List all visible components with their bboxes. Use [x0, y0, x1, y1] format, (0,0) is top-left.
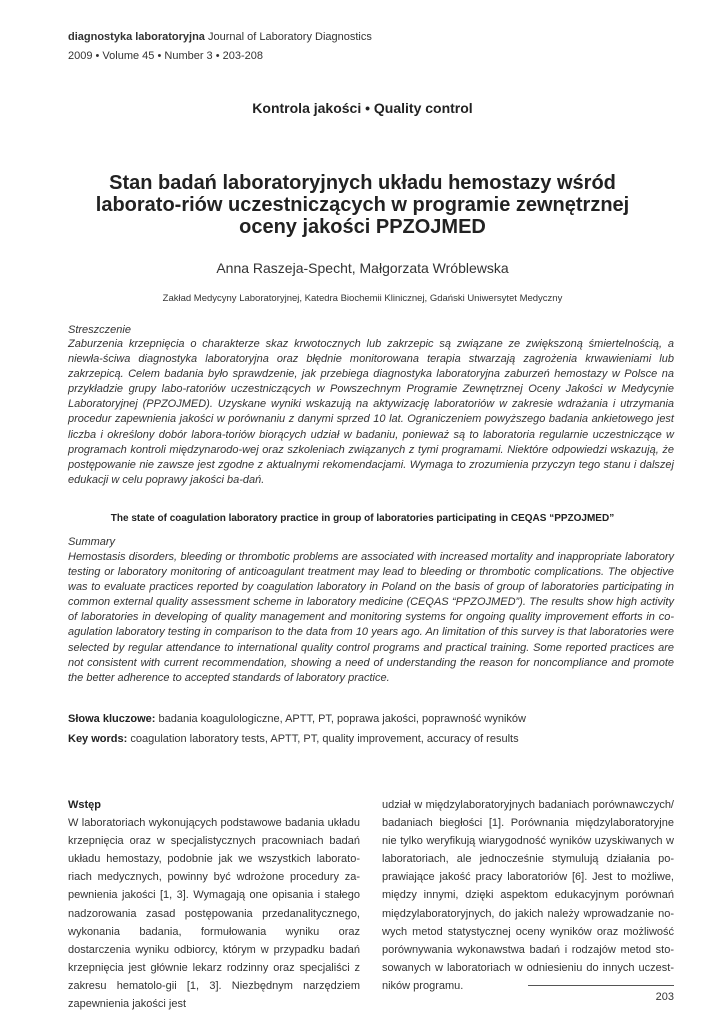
page-number: 203 [655, 991, 674, 1003]
body-column-right [382, 796, 674, 995]
keywords-en [68, 733, 674, 745]
keywords-pl-label: Słowa kluczowe: [68, 713, 156, 725]
abstract-en-text: Hemostasis disorders, bleeding or thrombotic problems are associated with increased mortality and inappropriate laboratory testing or laboratory monitoring of anticoagulant treatment may lead to bleeding or thrombotic complications. The objective was to evaluate practices reported by coagulation laboratory in Poland on the basis of group of laboratories participating in common external quality assessment scheme in laboratory medicine (CEQAS “PPZOJMED”). The results show high activity of laboratories in developing of quality management and monitoring systems for ongoing quality improvement efforts in co-agulation laboratory testing in comparison to the data from 10 years ago. An limitation of this survey is that laboratories were selected by regular attendance to international quality control programs and practical training. Some reported practices are not consistent with current recommendation, showing a need of understanding the reason for noncompliance and promote the better adherence to accepted standards of laboratory practice. [68, 551, 674, 684]
keywords-pl [68, 713, 674, 725]
keywords-en-label: Key words: [68, 733, 128, 745]
body-left-text: W laboratoriach wykonujących podstawowe badania układu krzepnięcia oraz w specjalistycznych pracowniach badań układu hemostazy, podobnie jak we wszystkich laborato-riach medycznych, powinny być wdrożone procedury za-pewnienia jakości [1, 3]. Wymagają one opisania i stałego nadzorowania zasad postępowania przedanalitycznego, wykonania badania, formułowania wyniku oraz dostarczenia wyniku odbiorcy, którym w przypadku badań krzepnięcia jest głównie lekarz rodzinny oraz specjaliści z zakresu hematolo-gii [1, 3]. Niezbędnym narzędziem zapewnienia jakości jest [68, 817, 360, 1011]
article-title: Stan badań laboratoryjnych układu hemostazy wśród laborato-riów uczestniczących w programie zewnętrznej oceny jakości PPZOJMED [95, 172, 630, 238]
keywords-en-text: coagulation laboratory tests, APTT, PT, quality improvement, accuracy of results [127, 733, 519, 745]
body-right-text: udział w międzylaboratoryjnych badaniach porównawczych/ badaniach biegłości [1]. Porównania międzylaboratoryjne nie tylko weryfikują wiarygodność wyników uzyskiwanych w laboratoriach, ale jednocześnie stymulują działania po-prawiające jakość pracy laboratoriów [6]. Jest to możliwe, między innymi, dzięki aspektom edukacyjnym porównań międzylaboratoryjnych, do jakich należy wprowadzanie no-wych metod statystycznej oceny wyników oraz możliwość porównywania wykonawstwa badań i rodzajów metod sto-sowanych w laboratoriach w odniesieniu do innych uczest-ników programu. [382, 799, 674, 992]
abstract-pl-label: Streszczenie [68, 324, 131, 336]
journal-name [68, 31, 372, 43]
journal-brand: diagnostyka laboratoryjna [68, 31, 205, 43]
english-title: The state of coagulation laboratory practice in group of laboratories participating in CEQAS “PPZOJMED” [110, 513, 615, 524]
volume-line: 2009 • Volume 45 • Number 3 • 203-208 [68, 50, 264, 62]
abstract-en-label: Summary [68, 536, 116, 548]
footer-rule [528, 985, 674, 986]
journal-subtitle: Journal of Laboratory Diagnostics [204, 31, 372, 43]
body-column-left [68, 796, 360, 1013]
keywords-pl-text: badania koagulologiczne, APTT, PT, poprawa jakości, poprawność wyników [155, 713, 526, 725]
section-heading: Kontrola jakości • Quality control [252, 100, 473, 116]
affiliation: Zakład Medycyny Laboratoryjnej, Katedra Biochemii Klinicznej, Gdański Uniwersytet Medyczny [162, 293, 563, 304]
body-heading: Wstęp [68, 799, 101, 811]
abstract-pl-text: Zaburzenia krzepnięcia o charakterze skaz krwotocznych lub zakrzepic są związane ze zwiększoną śmiertelnością, a niewła-ściwa diagnostyka laboratoryjna oraz błędnie monitorowana terapia stwarzają zagrożenia krwawieniami lub zakrzepicą. Celem badania było sprawdzenie, jak przebiega diagnostyka laboratoryjna zaburzeń hemostazy w Polsce na przykładzie grupy labo-ratoriów uczestniczących w Powszechnym Programie Zewnętrznej Oceny Jakości w Medycynie Laboratoryjnej (PPZOJMED). Uzyskane wyniki wskazują na aktywizację laboratoriów w zakresie wdrażania i utrzymania procedur zapewnienia jakości w porównaniu z danymi sprzed 10 lat. Ograniczeniem powyższego badania ankietowego jest liczba i określony dobór labora-toriów biorących udział w badaniu, ponieważ są to laboratoria regularnie uczestniczące w programach kontroli międzynarodo-wej oraz szkoleniach związanych z tymi programami. Niektóre odpowiedzi wskazują, że postępowanie nie zawsze jest zgodne z aktualnymi rekomendacjami. Wymaga to zrozumienia przyczyn tego stanu i dalszej edukacji w celu poprawy jakości ba-dań. [68, 338, 674, 486]
authors: Anna Raszeja-Specht, Małgorzata Wróblewska [216, 260, 509, 276]
